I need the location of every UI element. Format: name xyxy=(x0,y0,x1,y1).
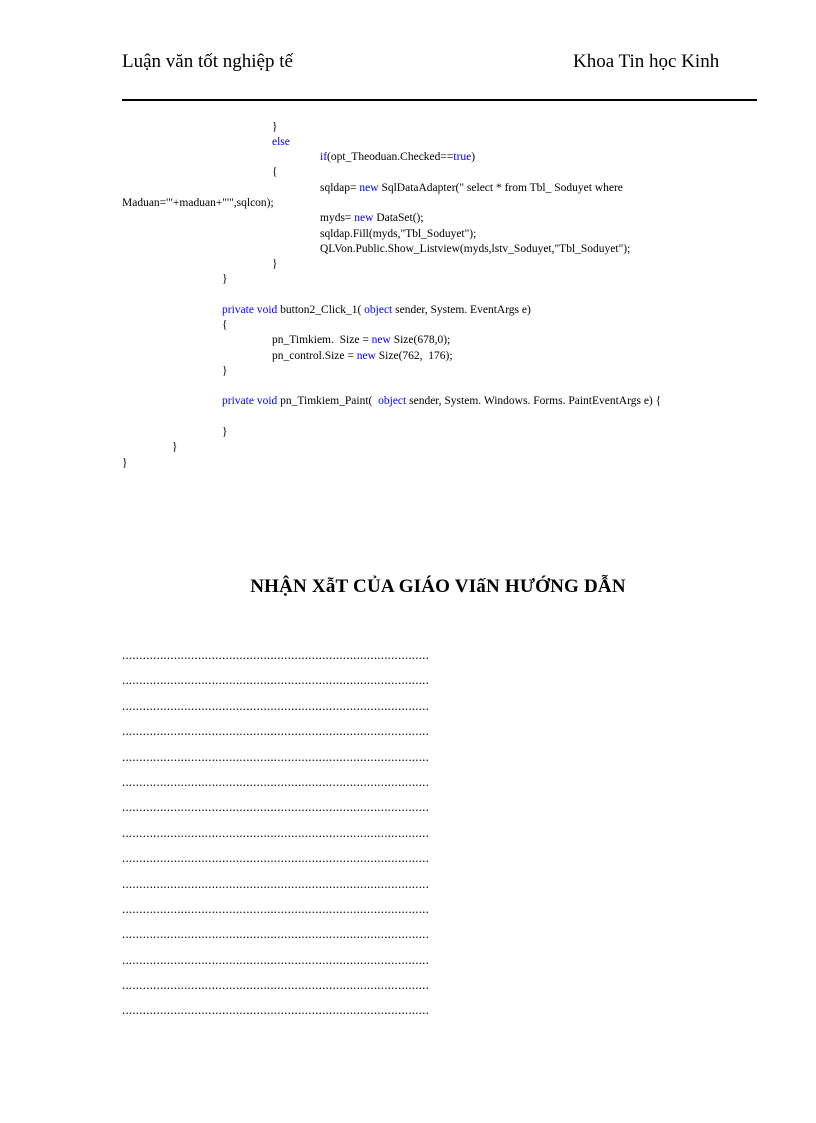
header-right-title: Khoa Tin học Kinh xyxy=(573,51,720,72)
code-line: else xyxy=(272,136,290,148)
code-line: if(opt_Theoduan.Checked==true) xyxy=(320,151,476,163)
code-line: { xyxy=(222,319,228,331)
dotted-line: ......................................................................................... xyxy=(122,697,430,713)
code-line: QLVon.Public.Show_Listview(myds,lstv_Soduyet,"Tbl_Soduyet"); xyxy=(320,243,631,255)
code-line: sqldap= new SqlDataAdapter(" select * from Tbl_ Soduyet where xyxy=(320,182,623,194)
dotted-line: ......................................................................................... xyxy=(122,850,430,866)
dotted-line: ......................................................................................... xyxy=(122,672,430,688)
code-line: } xyxy=(122,457,128,469)
header-left-title: Luận văn tốt nghiệp tế xyxy=(122,51,293,72)
code-line: pn_Timkiem. Size = new Size(678,0); xyxy=(272,334,451,346)
code-line: } xyxy=(272,121,278,133)
dotted-line: ......................................................................................... xyxy=(122,773,430,789)
code-line: private void pn_Timkiem_Paint( object sender, System. Windows. Forms. PaintEventArgs e) { xyxy=(222,395,662,407)
dotted-line: ......................................................................................... xyxy=(122,875,430,891)
code-line: } xyxy=(222,273,228,285)
dotted-line: ......................................................................................... xyxy=(122,977,430,993)
dotted-line: ......................................................................................... xyxy=(122,951,430,967)
dotted-line: ......................................................................................... xyxy=(122,900,430,916)
review-heading: NHẬN XẫT CỦA GIÁO VIấN HƯỚNG DẪN xyxy=(250,576,626,597)
code-line: Maduan='"+maduan+"'",sqlcon); xyxy=(122,197,274,209)
code-line: } xyxy=(272,258,278,270)
dotted-line: ......................................................................................... xyxy=(122,1002,430,1018)
code-line: private void button2_Click_1( object sender, System. EventArgs e) xyxy=(222,304,531,316)
dotted-line: ......................................................................................... xyxy=(122,799,430,815)
dotted-line: ......................................................................................... xyxy=(122,926,430,942)
code-line: } xyxy=(222,365,228,377)
dotted-line: ......................................................................................... xyxy=(122,723,430,739)
code-line: } xyxy=(222,426,228,438)
dotted-line: ......................................................................................... xyxy=(122,647,430,662)
dotted-line: ......................................................................................... xyxy=(122,748,430,764)
dotted-line: ......................................................................................... xyxy=(122,824,430,840)
code-line: } xyxy=(172,441,178,453)
code-line: sqldap.Fill(myds,"Tbl_Soduyet"); xyxy=(320,228,477,240)
code-listing xyxy=(0,0,816,480)
code-line: myds= new DataSet(); xyxy=(320,212,424,224)
review-dotted-lines xyxy=(122,645,482,1026)
code-line: pn_control.Size = new Size(762, 176); xyxy=(272,350,453,362)
code-line: { xyxy=(272,166,278,178)
